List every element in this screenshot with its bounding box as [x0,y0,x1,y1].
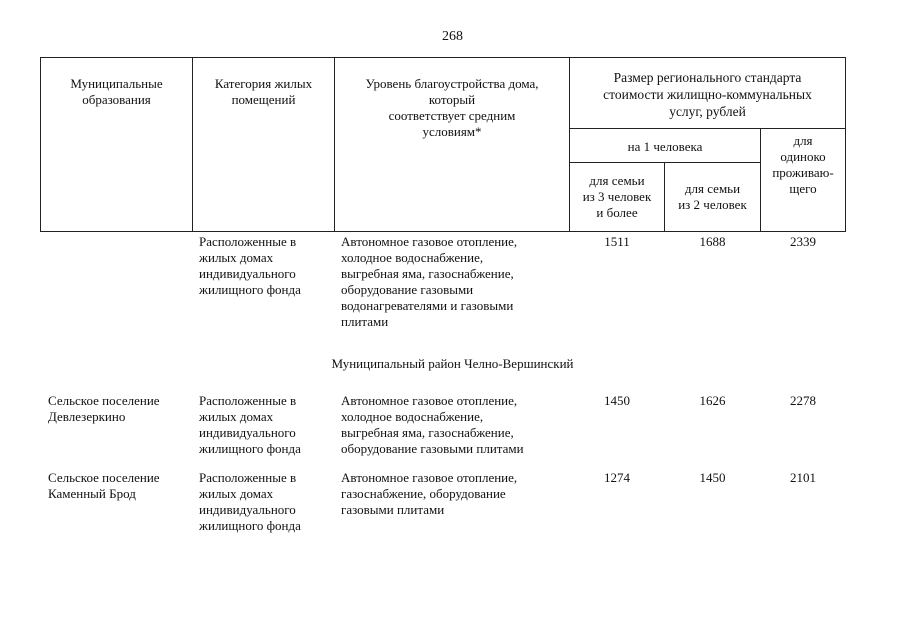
row-municipality [48,393,160,425]
row-amenities-line: холодное водоснабжение, [341,409,484,424]
col-border-right [845,57,846,232]
row-family2-value: 1626 [699,393,726,408]
row-municipality-line: Сельское поселение [48,393,160,408]
header-top-border [40,57,846,58]
header-single-line: для [793,133,813,148]
header-bottom-border [40,231,846,232]
row-municipality-line: Каменный Брод [48,486,136,501]
row-amenities-line: плитами [341,314,389,329]
row-amenities-line: выгребная яма, газоснабжение, [341,425,514,440]
row-category [199,234,301,298]
row-category-line: Расположенные в [199,234,297,249]
row-amenities-line: выгребная яма, газоснабжение, [341,266,514,281]
row-amenities [341,470,517,518]
header-single-line: щего [789,181,817,196]
row-category [199,470,301,534]
header-family3-line: и более [596,205,638,220]
header-amenities [335,76,569,140]
row-amenities [341,234,517,330]
row-category-line: жилищного фонда [199,441,301,456]
row-amenities-line: Автономное газовое отопление, [341,470,518,485]
row-category-line: жилых домах [199,409,274,424]
header-municipality-line: образования [82,92,151,107]
row-amenities-line: водонагревателями и газовыми [341,298,514,313]
header-standard-line: стоимости жилищно-коммунальных [603,87,812,102]
header-family2-line: для семьи [684,181,741,196]
header-family2 [665,181,760,213]
row-category-line: индивидуального [199,425,296,440]
header-amenities-line: соответствует средним [388,108,516,123]
header-category-line: Категория жилых [214,76,313,91]
header-single [761,133,845,197]
header-family2-line: из 2 человек [678,197,747,212]
page-number: 268 [442,29,463,44]
row-amenities [341,393,524,457]
row-family3-value: 1450 [604,393,630,408]
header-amenities-line: который [428,92,476,107]
row-family2-value: 1688 [699,234,726,249]
row-municipality-line: Сельское поселение [48,470,160,485]
row-category-line: жилых домах [199,250,274,265]
row-amenities-line: холодное водоснабжение, [341,250,484,265]
row-category-line: жилых домах [199,486,274,501]
row-amenities-line: оборудование газовыми плитами [341,441,524,456]
row-category-line: индивидуального [199,502,296,517]
row-category-line: жилищного фонда [199,518,301,533]
section-title: Муниципальный район Челно-Вершинский [331,356,574,371]
row-single-value: 2339 [790,234,816,249]
row-category-line: Расположенные в [199,393,297,408]
header-family3 [570,173,664,221]
row-single-value: 2101 [790,470,816,485]
row-family3-value: 1274 [604,470,630,485]
header-single-line: одиноко [780,149,826,164]
header-amenities-line: Уровень благоустройства дома, [365,76,539,91]
row-amenities-line: газовыми плитами [341,502,445,517]
row-family3-value: 1511 [604,234,630,249]
row-municipality-line: Девлезеркино [48,409,126,424]
header-standard-divider [569,128,846,129]
header-municipality [41,76,192,108]
row-category-line: жилищного фонда [199,282,301,297]
header-per-person: на 1 человека [627,139,703,154]
header-standard-line: услуг, рублей [669,104,746,119]
header-municipality-line: Муниципальные [70,76,163,91]
header-single-line: проживаю- [772,165,834,180]
row-single-value: 2278 [790,393,816,408]
row-amenities-line: газоснабжение, оборудование [341,486,506,501]
header-family3-line: для семьи [589,173,645,188]
header-category [193,76,334,108]
header-category-line: помещений [231,92,296,107]
row-municipality [48,470,160,502]
row-category [199,393,301,457]
row-amenities-line: Автономное газовое отопление, [341,234,518,249]
header-standard [570,69,845,120]
header-amenities-line: условиям* [422,124,482,139]
row-category-line: индивидуального [199,266,296,281]
row-family2-value: 1450 [699,470,726,485]
row-amenities-line: оборудование газовыми [341,282,474,297]
header-family3-line: из 3 человек [582,189,652,204]
row-amenities-line: Автономное газовое отопление, [341,393,518,408]
header-standard-line: Размер регионального стандарта [613,70,802,85]
row-category-line: Расположенные в [199,470,297,485]
